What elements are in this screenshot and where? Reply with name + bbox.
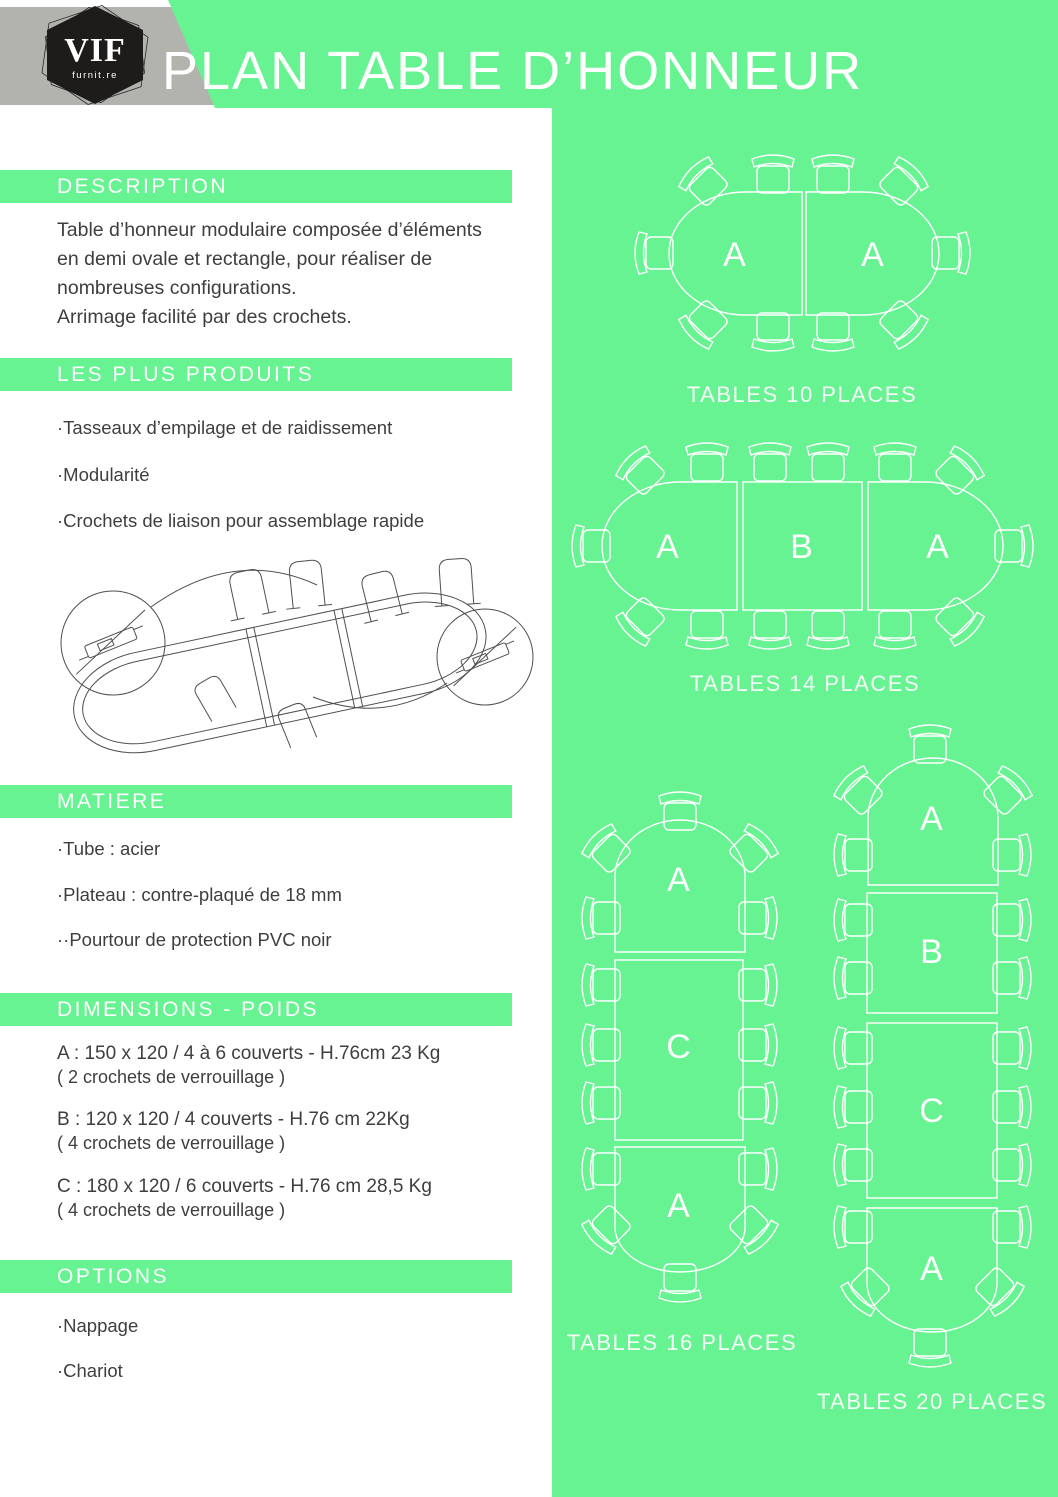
chair-icon (930, 443, 987, 500)
exploded-table-drawing (55, 535, 545, 770)
chair-icon (686, 611, 728, 649)
dimension-c-note: ( 4 crochets de verrouillage ) (57, 1200, 286, 1220)
section-title: MATIERE (57, 790, 167, 813)
table-label: A (667, 1187, 691, 1225)
chair-icon (582, 1082, 620, 1124)
dimension-b-note: ( 4 crochets de verrouillage ) (57, 1133, 286, 1153)
chair-icon (909, 1329, 951, 1367)
configurations-panel (552, 108, 1058, 1497)
list-item: ·Crochets de liaison pour assemblage rapide (57, 510, 425, 531)
tabletop-outline (64, 580, 496, 765)
chair-icon (834, 1144, 872, 1186)
diagram-10-places (635, 154, 970, 407)
chair-icon (874, 443, 916, 481)
section-title: OPTIONS (57, 1265, 170, 1288)
hook-detail-right (442, 627, 528, 686)
chair-icon (749, 611, 791, 649)
table-label: A (920, 800, 944, 838)
chair-icon (676, 295, 733, 352)
chair-icon (613, 592, 670, 649)
chair-icon (812, 155, 854, 193)
description-line: nombreuses configurations. (57, 277, 297, 299)
chair-icon (834, 899, 872, 941)
table-label: A (926, 528, 950, 566)
table-label: A (723, 236, 747, 274)
chair-icon (749, 443, 791, 481)
chair-icon (909, 725, 951, 763)
list-item: ··Pourtour de protection PVC noir (57, 929, 332, 950)
section-title: LES PLUS PRODUITS (57, 363, 315, 386)
list-item: ·Modularité (57, 464, 150, 485)
section-header-matiere (0, 785, 512, 818)
list-item: ·Plateau : contre-plaqué de 18 mm (57, 884, 342, 905)
list-item: ·Tasseaux d’empilage et de raidissement (57, 417, 393, 438)
dimension-c-line: C : 180 x 120 / 6 couverts - H.76 cm 28,5 Kg (57, 1176, 432, 1197)
table-label: C (666, 1028, 692, 1066)
section-title: DIMENSIONS - POIDS (57, 998, 320, 1021)
diagram-caption: TABLES 20 PLACES (816, 1389, 1048, 1414)
logo-brand-text: VIF (64, 32, 126, 69)
chair-icon (724, 1200, 781, 1257)
section-header-description (0, 170, 512, 203)
diagram-caption: TABLES 14 PLACES (689, 671, 921, 696)
chair-icon (930, 592, 987, 649)
chair-icon (831, 763, 888, 820)
chair-icon (659, 792, 701, 830)
table-label: B (790, 528, 814, 566)
chair-icon (993, 899, 1031, 941)
chair-icon (807, 443, 849, 481)
table-label: A (667, 861, 691, 899)
diagram-16-places (567, 792, 797, 1355)
chair-icon (834, 1086, 872, 1128)
table-label: A (656, 528, 680, 566)
table-label: A (861, 236, 885, 274)
chair-icon (613, 443, 670, 500)
chair-icon (834, 834, 872, 876)
chair-icon (724, 821, 781, 878)
diagram-caption: TABLES 16 PLACES (566, 1330, 798, 1355)
chair-icon (739, 964, 777, 1006)
chair-icon (579, 821, 636, 878)
section-header-les-plus (0, 358, 512, 391)
section-header-options (0, 1260, 512, 1293)
logo-sub-text: furnit.re (72, 70, 118, 81)
dimension-a-line: A : 150 x 120 / 4 à 6 couverts - H.76cm 23 Kg (57, 1043, 441, 1064)
spec-column (0, 108, 552, 1497)
chair-icon (874, 154, 931, 211)
vif-logo (33, 4, 157, 108)
chair-icon (874, 295, 931, 352)
table-configurations-svg (552, 108, 1058, 1497)
chair-icon (812, 313, 854, 351)
page-title: PLAN TABLE D’HONNEUR (162, 41, 864, 101)
chair-icon (582, 1024, 620, 1066)
chair-icon (834, 957, 872, 999)
list-item: ·Nappage (57, 1315, 139, 1336)
diagram-14-places (572, 443, 1033, 696)
chair-icon (993, 957, 1031, 999)
chair-icon (582, 964, 620, 1006)
list-item: ·Chariot (57, 1360, 123, 1381)
section-title: DESCRIPTION (57, 175, 229, 198)
chair-icon (807, 611, 849, 649)
chair-icon (739, 1024, 777, 1066)
chair-icon (993, 1086, 1031, 1128)
diagram-caption: TABLES 10 PLACES (686, 382, 918, 407)
table-label: A (920, 1250, 944, 1288)
chair-icon (993, 1144, 1031, 1186)
description-line: Table d’honneur modulaire composée d’éléments (57, 219, 482, 241)
chair-icon (752, 313, 794, 351)
chair-icon (659, 1264, 701, 1302)
description-text (57, 216, 517, 332)
chair-icon (993, 1206, 1031, 1248)
dimension-b-line: B : 120 x 120 / 4 couverts - H.76 cm 22Kg (57, 1109, 410, 1130)
chair-icon (993, 1027, 1031, 1069)
description-line: en demi ovale et rectangle, pour réaliser de (57, 248, 433, 270)
list-item: ·Tube : acier (57, 838, 161, 859)
chair-icon (874, 611, 916, 649)
chair-icon (686, 443, 728, 481)
hook-detail-left (63, 610, 157, 674)
chair-icon (838, 1262, 895, 1319)
description-line: Arrimage facilité par des crochets. (57, 306, 352, 328)
chair-icon (978, 763, 1035, 820)
chair-icon (739, 1082, 777, 1124)
chair-icon (635, 232, 673, 274)
dimension-a-note: ( 2 crochets de verrouillage ) (57, 1067, 286, 1087)
chair-icon (970, 1262, 1027, 1319)
table-label: B (920, 933, 944, 971)
chair-icon (579, 1200, 636, 1257)
diagram-20-places (817, 725, 1047, 1414)
table-label: C (919, 1092, 945, 1130)
chair-icon (834, 1027, 872, 1069)
chair-icon (752, 155, 794, 193)
callout-leader-right (313, 683, 447, 708)
section-header-dimensions (0, 993, 512, 1026)
